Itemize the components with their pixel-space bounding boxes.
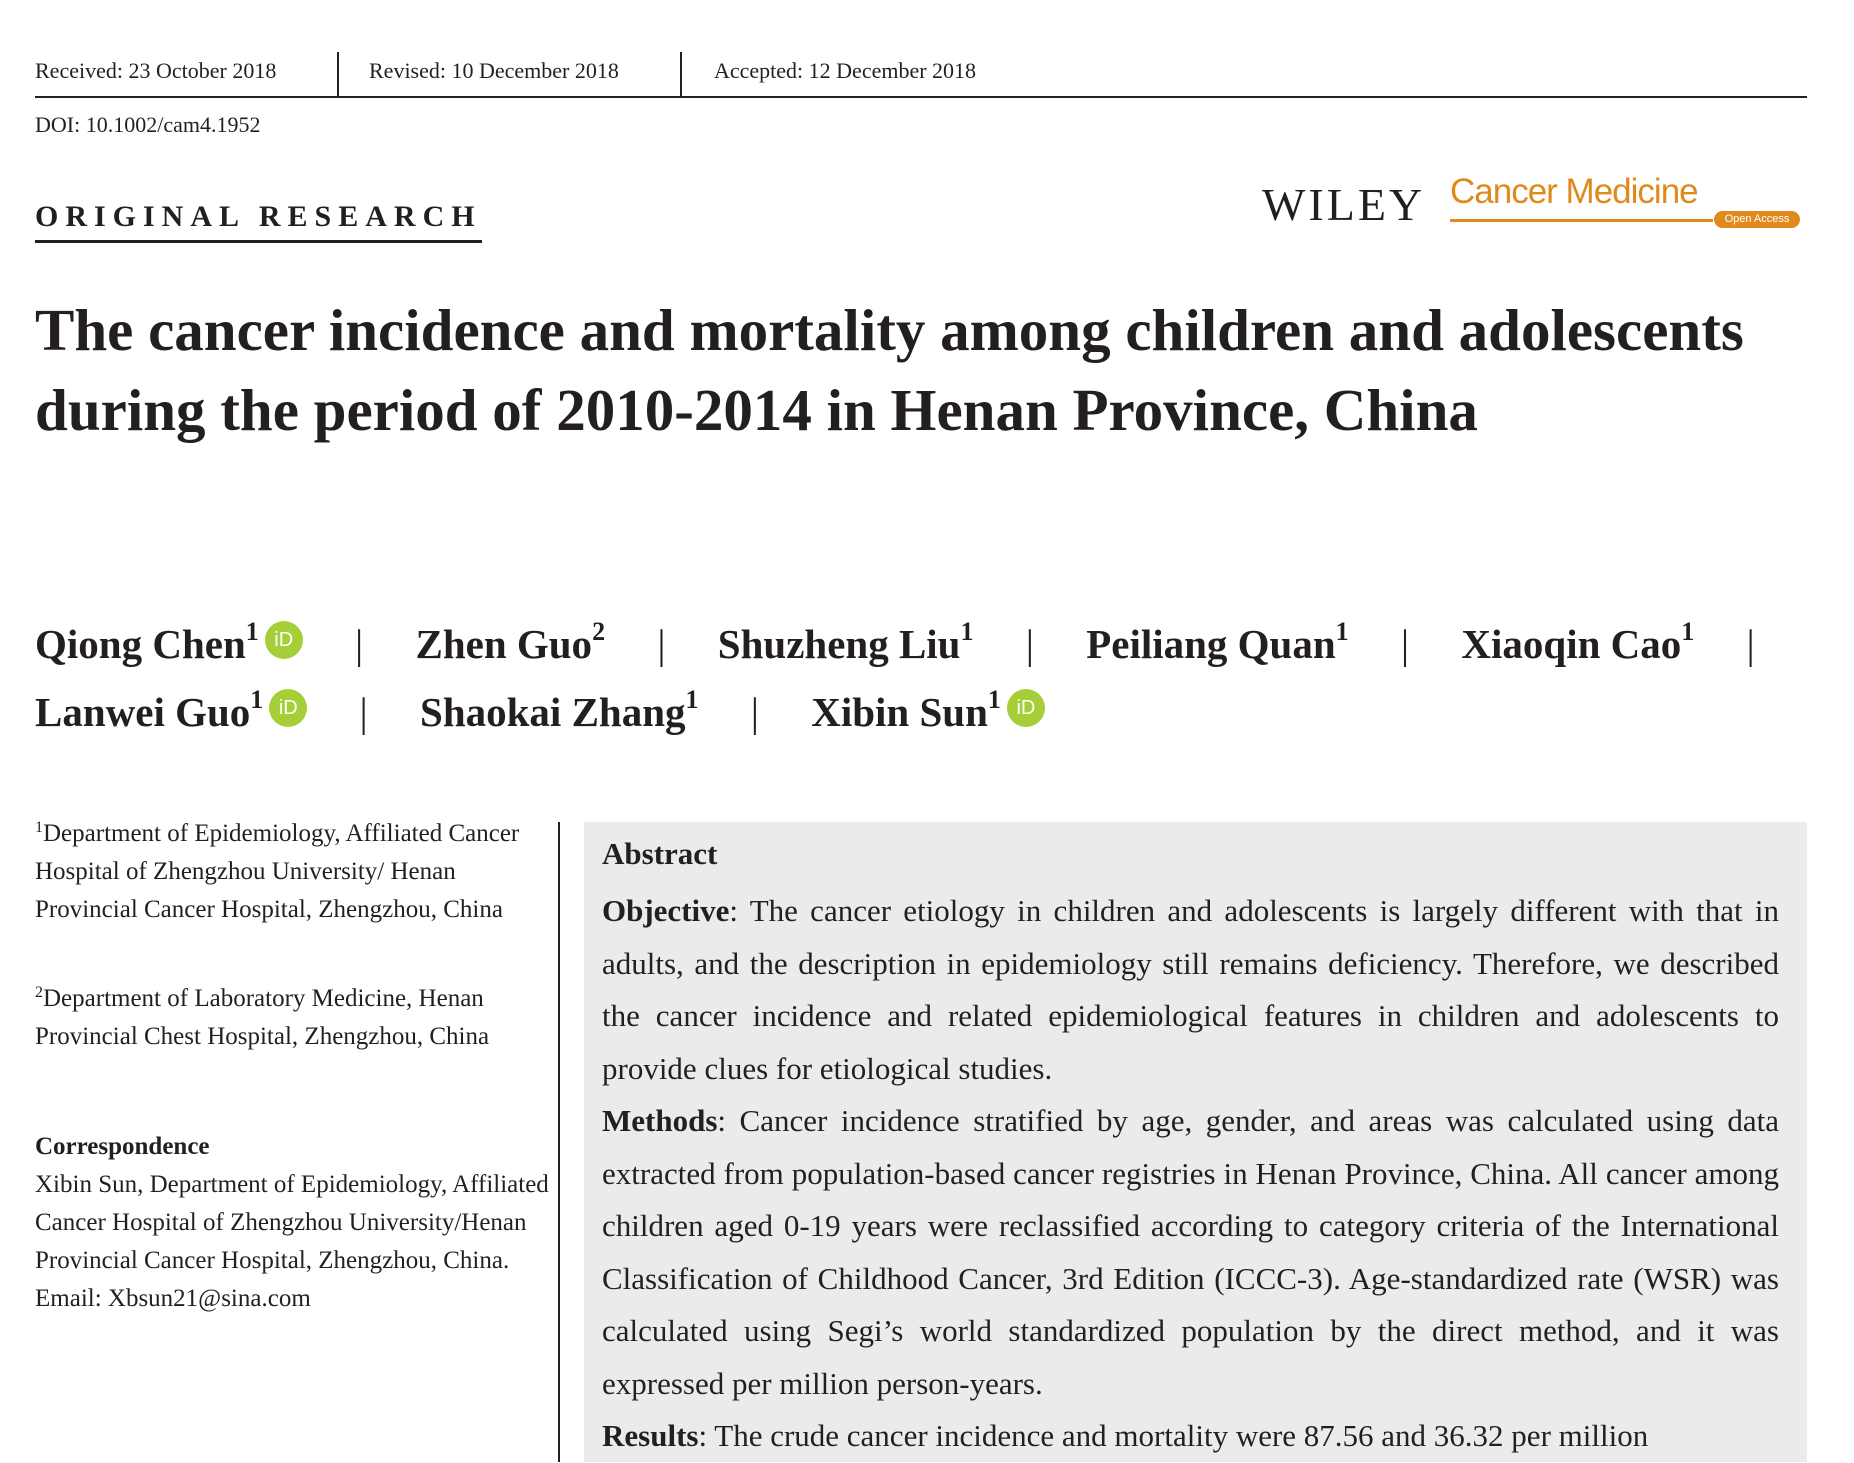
affiliation-number: 2 <box>35 984 43 1001</box>
wiley-logo: WILEY <box>1262 179 1426 230</box>
methods-text: : Cancer incidence stratified by age, gender, and areas was calculated using data extracted from population-based cancer registries in Henan Province, China. All cancer among children aged 0-19 years were reclassified according to category criteria of the International Classification of Childhood Cancer, 3rd Edition (ICCC-3). Age-standardized rate (WSR) was calculated using Segi’s world standardized population by the direct method, and it was expressed per million person-years. <box>602 1103 1779 1401</box>
objective-text: : The cancer etiology in children and adolescents is largely different with that in adults, and the description in epidemiology still remains deficiency. Therefore, we described the cancer incidence and related epidemiological features in children and adolescents to provide clues for etiological studies. <box>602 893 1779 1086</box>
cancer-medicine-logo: Cancer Medicine <box>1450 172 1698 211</box>
header-rule <box>35 96 1807 98</box>
affiliation-marker: 1 <box>1335 616 1349 646</box>
abstract-box <box>584 822 1807 1462</box>
author[interactable] <box>420 684 699 736</box>
journal-logo-underline <box>1450 219 1713 222</box>
author[interactable] <box>415 616 606 668</box>
abstract-body <box>602 885 1779 1463</box>
orcid-icon[interactable]: iD <box>265 621 303 659</box>
revised-date: Revised: 10 December 2018 <box>369 58 619 83</box>
objective-label: Objective <box>602 893 730 928</box>
article-title: The cancer incidence and mortality among children and adolescents during the period of 2010-2014 in Henan Province, China <box>35 297 1744 443</box>
section-label: ORIGINAL RESEARCH <box>35 200 482 243</box>
author[interactable] <box>811 684 1045 736</box>
affiliation-text: Department of Epidemiology, Affiliated Cancer Hospital of Zhengzhou University/ Henan Provincial Cancer Hospital, Zhengzhou, China <box>35 820 520 923</box>
author-name: Zhen Guo <box>415 620 593 667</box>
received-date: Received: 23 October 2018 <box>35 58 277 83</box>
methods-label: Methods <box>602 1103 718 1138</box>
author-name: Shuzheng Liu <box>717 620 961 667</box>
author-separator: | <box>359 688 368 735</box>
affiliation-marker: 1 <box>987 684 1001 714</box>
open-access-badge: Open Access <box>1714 211 1800 228</box>
author-separator: | <box>750 688 759 735</box>
author-list-line-2 <box>35 683 1807 736</box>
abstract-heading: Abstract <box>602 836 718 871</box>
doi[interactable]: DOI: 10.1002/cam4.1952 <box>35 112 261 137</box>
orcid-icon[interactable]: iD <box>269 689 307 727</box>
affiliation-number: 1 <box>35 819 43 836</box>
orcid-icon[interactable]: iD <box>1007 689 1045 727</box>
correspondence <box>35 1128 555 1318</box>
author[interactable] <box>35 684 307 736</box>
author[interactable] <box>35 616 303 668</box>
affiliation-text: Department of Laboratory Medicine, Henan Provincial Chest Hospital, Zhengzhou, China <box>35 985 490 1050</box>
author-name: Shaokai Zhang <box>420 688 686 735</box>
author-separator: | <box>1746 620 1755 667</box>
correspondence-email[interactable]: Email: Xbsun21@sina.com <box>35 1285 311 1312</box>
author-name: Qiong Chen <box>35 620 246 667</box>
author[interactable] <box>1086 616 1349 668</box>
correspondence-text: Xibin Sun, Department of Epidemiology, Affiliated Cancer Hospital of Zhengzhou University/Henan Provincial Cancer Hospital, Zhengzhou, China. <box>35 1171 549 1274</box>
affiliation <box>35 980 545 1056</box>
author-separator: | <box>657 620 666 667</box>
affiliation-marker: 2 <box>592 616 606 646</box>
affiliation-marker: 1 <box>685 684 699 714</box>
author-name: Peiliang Quan <box>1086 620 1336 667</box>
author[interactable] <box>1461 616 1695 668</box>
results-label: Results <box>602 1418 699 1453</box>
affiliation-marker: 1 <box>1681 616 1695 646</box>
results-text: : The crude cancer incidence and mortality were 87.56 and 36.32 per million <box>698 1418 1649 1453</box>
date-divider <box>337 52 339 96</box>
affiliation-marker: 1 <box>960 616 974 646</box>
date-divider <box>680 52 682 96</box>
affiliation-marker: 1 <box>245 616 259 646</box>
author-name: Lanwei Guo <box>35 688 251 735</box>
author-separator: | <box>1400 620 1410 667</box>
author[interactable] <box>717 616 974 668</box>
accepted-date: Accepted: 12 December 2018 <box>714 58 977 83</box>
author-list-line-1 <box>35 615 1807 668</box>
author-separator: | <box>355 620 364 667</box>
affiliation <box>35 815 545 929</box>
author-name: Xiaoqin Cao <box>1461 620 1682 667</box>
correspondence-heading: Correspondence <box>35 1133 210 1160</box>
affiliation-marker: 1 <box>250 684 264 714</box>
author-separator: | <box>1025 620 1034 667</box>
column-divider <box>558 822 560 1462</box>
author-name: Xibin Sun <box>811 688 988 735</box>
